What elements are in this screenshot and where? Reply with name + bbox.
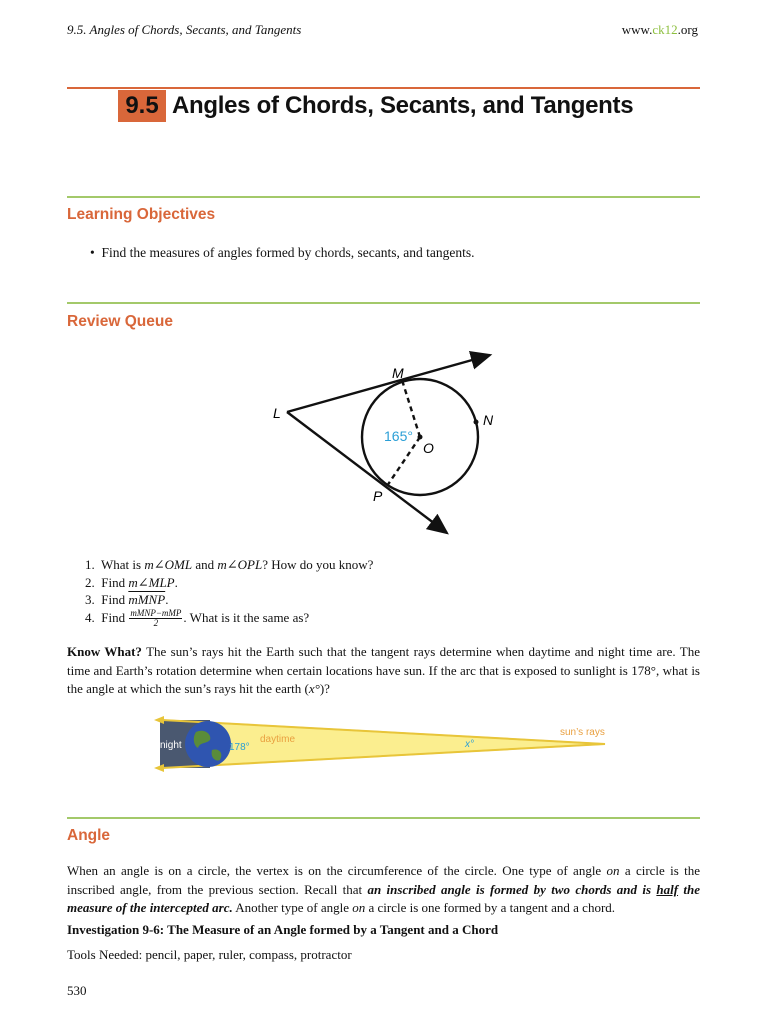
angle-paragraph [67, 862, 700, 918]
q-math: m∠MLP [128, 574, 175, 590]
q-text: Find [101, 592, 129, 607]
q-text: What is [101, 557, 145, 572]
bullet-glyph: • [90, 245, 95, 260]
label-n: N [483, 412, 494, 428]
url-suffix: .org [677, 22, 698, 37]
fraction-denominator: 2 [153, 618, 159, 629]
q-text: . [165, 592, 169, 607]
objective-text: Find the measures of angles formed by chords, secants, and tangents. [101, 245, 475, 260]
text-run: on [352, 900, 366, 915]
q-math: m∠OML [144, 557, 193, 572]
angle-heading: Angle [67, 827, 111, 844]
text-run: a circle is the inscribed angle, from the previous section. Recall that [67, 863, 701, 897]
objectives-heading: Learning Objectives [67, 206, 216, 223]
chapter-title: Angles of Chords, Secants, and Tangents [172, 92, 634, 119]
know-what-var: x° [308, 681, 320, 696]
arc-label: 178° [229, 742, 250, 753]
url-prefix: www. [621, 22, 653, 37]
q-text: Find [101, 574, 129, 590]
url-brand: ck12 [652, 22, 678, 37]
upper-tangent [287, 355, 490, 412]
investigation-heading: Investigation 9-6: The Measure of an Angle formed by a Tangent and a Chord [67, 922, 499, 937]
upper-arrow [154, 716, 164, 724]
site-url[interactable] [622, 22, 698, 38]
review-questions [85, 556, 373, 628]
angle-label: 165° [384, 428, 413, 444]
label-m: M [392, 365, 404, 381]
q-math: m∠OPL [217, 557, 263, 572]
know-what-paragraph [67, 643, 700, 699]
q-text: and [192, 557, 218, 572]
know-what-text: The sun’s rays hit the Earth such that the tangent rays determine when daytime and night time are. The time and Earth’s rotation determine when certain locations have sun. If the arc that is exposed to sunlight is 178°, what is the angle at which the sun’s rays hit the earth ( [67, 644, 700, 696]
tangent-circle-figure [265, 345, 505, 540]
text-run: a circle is one formed by a tangent and a chord. [365, 900, 616, 915]
daytime-label: daytime [260, 734, 296, 745]
fraction [129, 609, 182, 628]
lower-arrow [154, 764, 164, 772]
know-what-end: )? [319, 681, 330, 696]
section-divider [67, 817, 700, 819]
radius-op [387, 437, 420, 486]
text-run: Another type of angle [232, 900, 353, 915]
tools-needed: Tools Needed: pencil, paper, ruler, compass, protractor [67, 947, 352, 962]
q-text: . What is it the same as? [183, 609, 310, 625]
point-n [474, 420, 479, 425]
question-1 [85, 556, 373, 574]
q-number: 3. [85, 592, 95, 607]
review-heading: Review Queue [67, 313, 173, 330]
question-3 [85, 591, 373, 609]
q-text: . [174, 574, 178, 590]
text-run: When an angle is on a circle, the vertex is on the circumference of the circle. One type of angle [67, 863, 607, 878]
q-math: mMNP [128, 592, 166, 607]
label-o: O [423, 440, 434, 456]
q-number: 2. [85, 574, 95, 590]
label-p: P [373, 488, 383, 504]
text-run: on [606, 863, 620, 878]
section-divider [67, 302, 700, 304]
night-label: night [160, 740, 182, 751]
know-what-label: Know What? [67, 644, 142, 659]
emphasis-run: the measure of the intercepted arc. [67, 881, 701, 915]
q-text: ? How do you know? [262, 557, 374, 572]
sun-rays-label: sun’s rays [560, 727, 605, 738]
emphasis-run: an inscribed angle is formed by two chords and is [367, 881, 657, 897]
q-number: 1. [85, 557, 95, 572]
running-header: 9.5. Angles of Chords, Secants, and Tangents [67, 22, 302, 37]
sun-rays-figure [150, 712, 620, 772]
question-4 [85, 609, 373, 629]
earth [185, 721, 231, 767]
q-number: 4. [85, 609, 95, 625]
fraction-numerator: mMNP−mMP [130, 608, 182, 619]
chapter-number: 9.5 [118, 90, 166, 122]
q-text: Find [101, 609, 129, 625]
x-angle-label: x° [465, 739, 474, 750]
section-divider [67, 196, 700, 198]
label-l: L [273, 405, 281, 421]
objective-item [90, 243, 475, 262]
question-2 [85, 574, 373, 592]
emphasis-run: half [656, 881, 679, 897]
page-number: 530 [67, 983, 87, 998]
center-point [418, 435, 423, 440]
lower-tangent [287, 412, 447, 533]
